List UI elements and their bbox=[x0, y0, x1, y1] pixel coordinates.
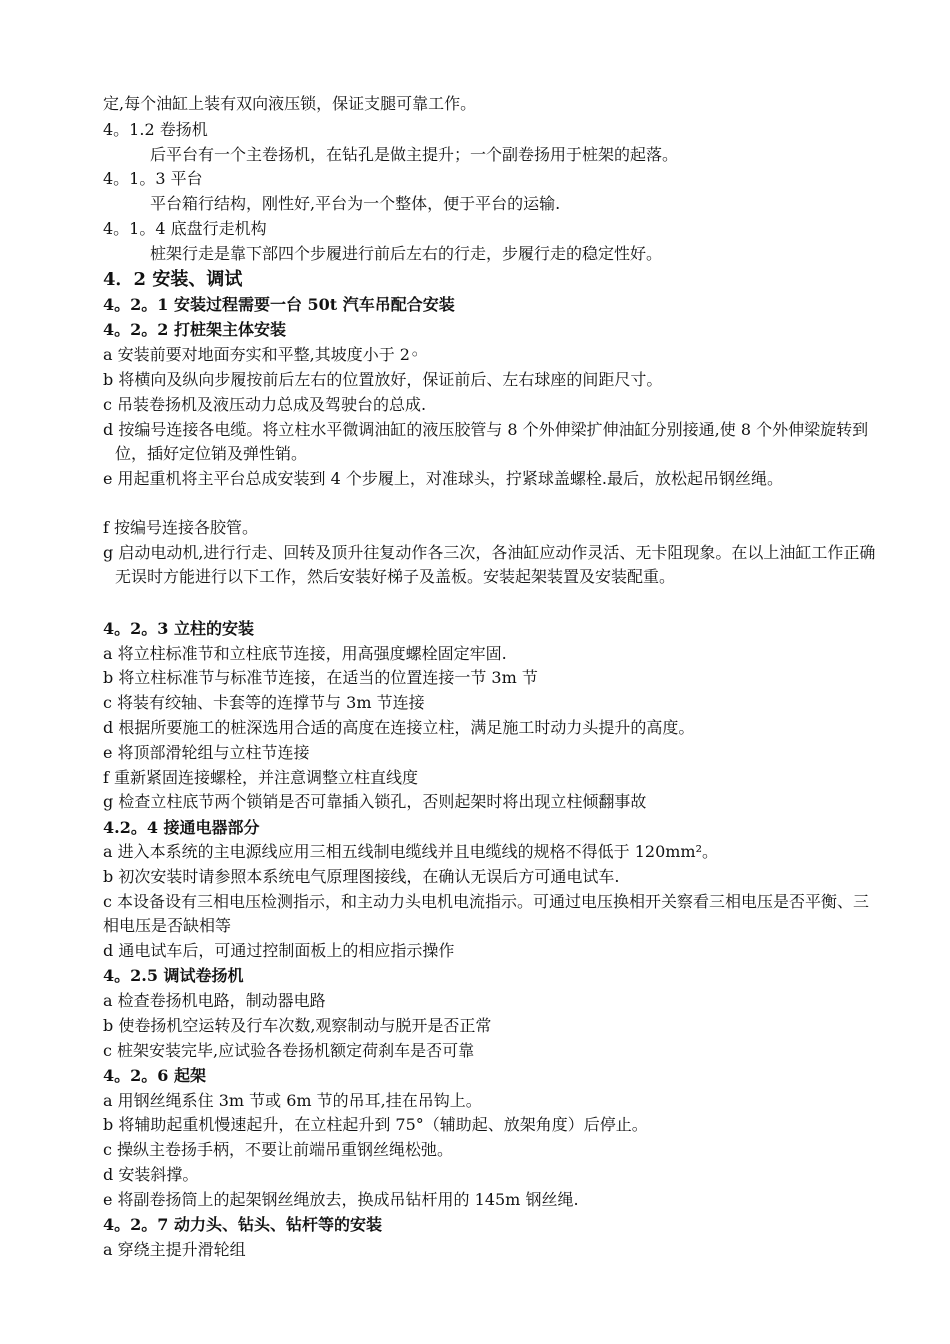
list-item: g 检查立柱底节两个锁销是否可靠插入锁孔，否则起架时将出现立柱倾翻事故 bbox=[103, 792, 647, 811]
subsection-heading: 4。2。7 动力头、钻头、钻杆等的安装 bbox=[103, 1215, 382, 1234]
subsection-heading: 4.2。4 接通电器部分 bbox=[103, 818, 260, 837]
paragraph: 桩架行走是靠下部四个步履进行前后左右的行走，步履行走的稳定性好。 bbox=[150, 244, 663, 263]
list-item: c 吊装卷扬机及液压动力总成及驾驶台的总成. bbox=[103, 395, 427, 414]
subsection-heading: 4。2。1 安装过程需要一台 50t 汽车吊配合安装 bbox=[103, 295, 455, 314]
list-item: e 将副卷扬筒上的起架钢丝绳放去，换成吊钻杆用的 145m 钢丝绳. bbox=[103, 1190, 579, 1209]
subsection-heading: 4。2。3 立柱的安装 bbox=[103, 619, 254, 638]
subsection-heading: 4。1.2 卷扬机 bbox=[103, 120, 208, 139]
subsection-heading: 4。2.5 调试卷扬机 bbox=[103, 966, 244, 985]
list-item: b 初次安装时请参照本系统电气原理图接线，在确认无误后方可通电试车. bbox=[103, 867, 620, 886]
list-item: a 将立柱标准节和立柱底节连接，用高强度螺栓固定牢固. bbox=[103, 644, 507, 663]
list-item: c 本设备设有三相电压检测指示，和主动力头电机电流指示。可通过电压换相开关察看三相电压是否平衡、三相电压是否缺相等 bbox=[103, 892, 870, 935]
subsection-heading: 4。1。4 底盘行走机构 bbox=[103, 219, 267, 238]
list-item: c 桩架安装完毕,应试验各卷扬机额定荷刹车是否可靠 bbox=[103, 1041, 475, 1060]
list-item: d 通电试车后，可通过控制面板上的相应指示操作 bbox=[103, 941, 455, 960]
list-item: a 检查卷扬机电路，制动器电路 bbox=[103, 991, 326, 1010]
subsection-heading: 4。2。6 起架 bbox=[103, 1066, 206, 1085]
list-item: g 启动电动机,进行行走、回转及顶升往复动作各三次，各油缸应动作灵活、无卡阻现象。在以上油缸工作正确无误时方能进行以下工作，然后安装好梯子及盖板。安装起架装置及安装配重。 bbox=[103, 543, 876, 586]
list-item: c 将装有绞轴、卡套等的连撑节与 3m 节连接 bbox=[103, 693, 425, 712]
list-item: d 根据所要施工的桩深选用合适的高度在连接立柱，满足施工时动力头提升的高度。 bbox=[103, 718, 695, 737]
list-item: d 按编号连接各电缆。将立柱水平微调油缸的液压胶管与 8 个外伸梁扩伸油缸分别接通,使 8 个外伸梁旋转到位，插好定位销及弹性销。 bbox=[103, 420, 869, 463]
paragraph: 后平台有一个主卷扬机，在钻孔是做主提升；一个副卷扬用于桩架的起落。 bbox=[150, 145, 679, 164]
list-item: e 将顶部滑轮组与立柱节连接 bbox=[103, 743, 310, 762]
list-item: c 操纵主卷扬手柄，不要让前端吊重钢丝绳松弛。 bbox=[103, 1140, 454, 1159]
paragraph: 定,每个油缸上装有双向液压锁，保证支腿可靠工作。 bbox=[103, 94, 477, 113]
list-item: b 将辅助起重机慢速起升，在立柱起升到 75°（辅助起、放架角度）后停止。 bbox=[103, 1115, 648, 1134]
list-item: a 安装前要对地面夯实和平整,其坡度小于 2◦ bbox=[103, 345, 420, 364]
list-item: b 使卷扬机空运转及行车次数,观察制动与脱开是否正常 bbox=[103, 1016, 492, 1035]
list-item: a 用钢丝绳系住 3m 节或 6m 节的吊耳,挂在吊钩上。 bbox=[103, 1091, 482, 1110]
subsection-heading: 4。1。3 平台 bbox=[103, 169, 203, 188]
list-item: f 按编号连接各胶管。 bbox=[103, 518, 259, 537]
list-item: b 将横向及纵向步履按前后左右的位置放好，保证前后、左右球座的间距尺寸。 bbox=[103, 370, 663, 389]
subsection-heading: 4。2。2 打桩架主体安装 bbox=[103, 320, 286, 339]
section-heading: 4．2 安装、调试 bbox=[103, 269, 243, 290]
list-item: b 将立柱标准节与标准节连接，在适当的位置连接一节 3m 节 bbox=[103, 668, 538, 687]
list-item: d 安装斜撑。 bbox=[103, 1165, 199, 1184]
list-item: f 重新紧固连接螺栓，并注意调整立柱直线度 bbox=[103, 768, 419, 787]
list-item: e 用起重机将主平台总成安装到 4 个步履上，对准球头，拧紧球盖螺栓.最后，放松起吊钢丝绳。 bbox=[103, 469, 783, 488]
list-item: a 穿绕主提升滑轮组 bbox=[103, 1240, 246, 1259]
paragraph: 平台箱行结构，刚性好,平台为一个整体，便于平台的运输. bbox=[150, 194, 561, 213]
list-item: a 进入本系统的主电源线应用三相五线制电缆线并且电缆线的规格不得低于 120mm²。 bbox=[103, 842, 719, 861]
